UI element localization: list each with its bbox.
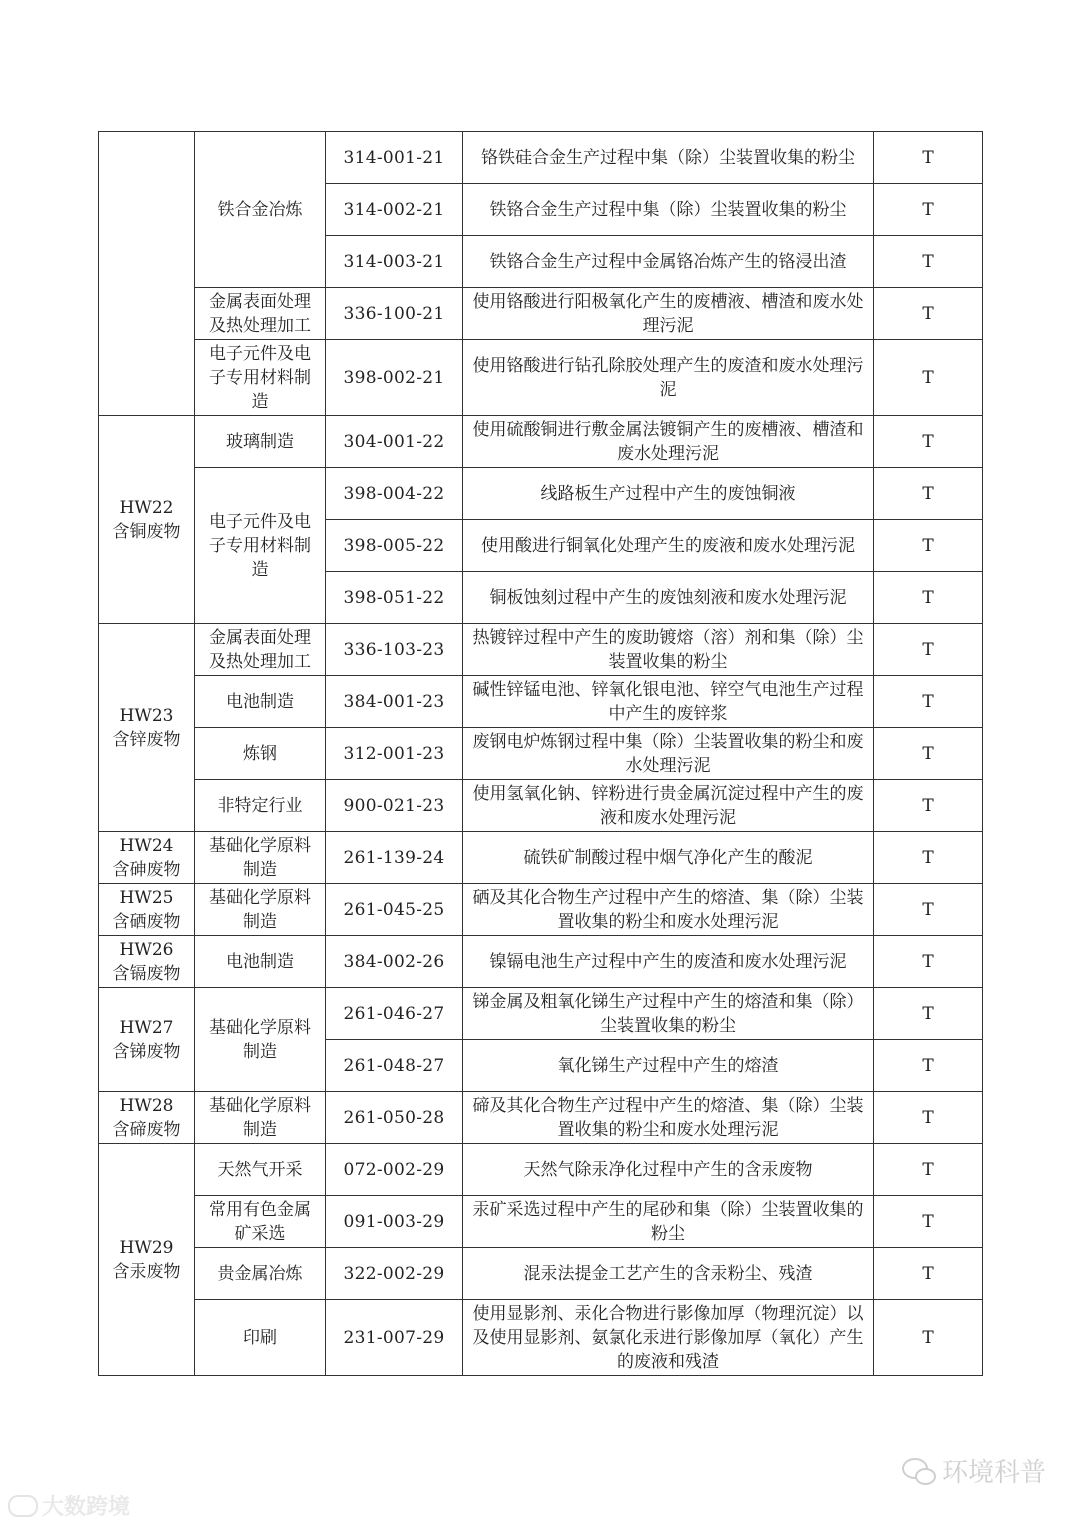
hazard-property: T bbox=[874, 236, 983, 288]
industry-cell: 基础化学原料制造 bbox=[195, 1092, 326, 1144]
category-name: 含砷废物 bbox=[112, 859, 181, 880]
waste-description: 碱性锌锰电池、锌氧化银电池、锌空气电池生产过程中产生的废锌浆 bbox=[463, 676, 874, 728]
waste-description: 使用显影剂、汞化合物进行影像加厚（物理沉淀）以及使用显影剂、氨氯化汞进行影像加厚（氧化）产生的废液和残渣 bbox=[463, 1300, 874, 1376]
hazard-property: T bbox=[874, 988, 983, 1040]
category-code: HW22 bbox=[119, 497, 174, 518]
waste-code: 336-103-23 bbox=[326, 624, 463, 676]
waste-code: 336-100-21 bbox=[326, 288, 463, 340]
waste-code: 261-048-27 bbox=[326, 1040, 463, 1092]
watermark-left-text: 大数跨境 bbox=[42, 1495, 131, 1520]
waste-description: 氧化锑生产过程中产生的熔渣 bbox=[463, 1040, 874, 1092]
table-row bbox=[99, 1144, 983, 1196]
wechat-icon bbox=[902, 1458, 936, 1484]
hazard-property: T bbox=[874, 936, 983, 988]
waste-code: 398-005-22 bbox=[326, 520, 463, 572]
industry-cell: 铁合金冶炼 bbox=[195, 132, 326, 288]
waste-description: 使用硫酸铜进行敷金属法镀铜产生的废槽液、槽渣和废水处理污泥 bbox=[463, 416, 874, 468]
category-name: 含碲废物 bbox=[112, 1119, 181, 1140]
table-row bbox=[99, 676, 983, 728]
waste-description: 线路板生产过程中产生的废蚀铜液 bbox=[463, 468, 874, 520]
watermark-right bbox=[902, 1452, 1046, 1489]
waste-description: 废钢电炉炼钢过程中集（除）尘装置收集的粉尘和废水处理污泥 bbox=[463, 728, 874, 780]
category-name: 含铜废物 bbox=[112, 521, 181, 542]
waste-code: 231-007-29 bbox=[326, 1300, 463, 1376]
watermark-left bbox=[8, 1490, 130, 1521]
industry-cell: 玻璃制造 bbox=[195, 416, 326, 468]
waste-description: 汞矿采选过程中产生的尾砂和集（除）尘装置收集的粉尘 bbox=[463, 1196, 874, 1248]
waste-description: 使用铬酸进行阳极氧化产生的废槽液、槽渣和废水处理污泥 bbox=[463, 288, 874, 340]
category-cell-hw24 bbox=[99, 832, 195, 884]
waste-code: 072-002-29 bbox=[326, 1144, 463, 1196]
waste-description: 使用铬酸进行钻孔除胶处理产生的废渣和废水处理污泥 bbox=[463, 340, 874, 416]
brand-logo-icon bbox=[8, 1495, 38, 1517]
category-cell-hw27 bbox=[99, 988, 195, 1092]
hazard-property: T bbox=[874, 288, 983, 340]
table-row bbox=[99, 728, 983, 780]
waste-code: 900-021-23 bbox=[326, 780, 463, 832]
waste-code: 322-002-29 bbox=[326, 1248, 463, 1300]
waste-code: 304-001-22 bbox=[326, 416, 463, 468]
waste-code: 314-001-21 bbox=[326, 132, 463, 184]
industry-cell: 基础化学原料制造 bbox=[195, 832, 326, 884]
industry-cell: 金属表面处理及热处理加工 bbox=[195, 624, 326, 676]
industry-cell: 电池制造 bbox=[195, 936, 326, 988]
waste-code: 398-004-22 bbox=[326, 468, 463, 520]
waste-description: 碲及其化合物生产过程中产生的熔渣、集（除）尘装置收集的粉尘和废水处理污泥 bbox=[463, 1092, 874, 1144]
waste-description: 天然气除汞净化过程中产生的含汞废物 bbox=[463, 1144, 874, 1196]
waste-description: 混汞法提金工艺产生的含汞粉尘、残渣 bbox=[463, 1248, 874, 1300]
hazard-property: T bbox=[874, 520, 983, 572]
hazard-property: T bbox=[874, 572, 983, 624]
hazard-property: T bbox=[874, 416, 983, 468]
industry-cell: 电子元件及电子专用材料制造 bbox=[195, 468, 326, 624]
waste-code: 314-002-21 bbox=[326, 184, 463, 236]
table-row bbox=[99, 988, 983, 1040]
category-cell-continued bbox=[99, 132, 195, 416]
waste-code: 261-046-27 bbox=[326, 988, 463, 1040]
hazard-property: T bbox=[874, 1144, 983, 1196]
hazard-property: T bbox=[874, 184, 983, 236]
industry-cell: 贵金属冶炼 bbox=[195, 1248, 326, 1300]
category-name: 含硒废物 bbox=[112, 911, 181, 932]
table-row bbox=[99, 132, 983, 184]
table-row bbox=[99, 884, 983, 936]
table-row bbox=[99, 832, 983, 884]
industry-cell: 印刷 bbox=[195, 1300, 326, 1376]
category-code: HW28 bbox=[119, 1095, 174, 1116]
industry-cell: 天然气开采 bbox=[195, 1144, 326, 1196]
category-code: HW24 bbox=[119, 835, 174, 856]
category-name: 含汞废物 bbox=[112, 1261, 181, 1282]
waste-description: 铬铁硅合金生产过程中集（除）尘装置收集的粉尘 bbox=[463, 132, 874, 184]
hazard-property: T bbox=[874, 132, 983, 184]
waste-description: 锑金属及粗氧化锑生产过程中产生的熔渣和集（除）尘装置收集的粉尘 bbox=[463, 988, 874, 1040]
waste-code: 384-001-23 bbox=[326, 676, 463, 728]
hazard-property: T bbox=[874, 884, 983, 936]
category-code: HW29 bbox=[119, 1237, 174, 1258]
hazard-property: T bbox=[874, 1040, 983, 1092]
hazard-property: T bbox=[874, 1248, 983, 1300]
hazardous-waste-table bbox=[98, 131, 983, 1376]
waste-code: 261-139-24 bbox=[326, 832, 463, 884]
category-cell-hw22 bbox=[99, 416, 195, 624]
hazard-property: T bbox=[874, 832, 983, 884]
waste-description: 硒及其化合物生产过程中产生的熔渣、集（除）尘装置收集的粉尘和废水处理污泥 bbox=[463, 884, 874, 936]
category-name: 含锑废物 bbox=[112, 1041, 181, 1062]
waste-code: 312-001-23 bbox=[326, 728, 463, 780]
table-row bbox=[99, 416, 983, 468]
waste-code: 261-045-25 bbox=[326, 884, 463, 936]
industry-cell: 基础化学原料制造 bbox=[195, 988, 326, 1092]
category-cell-hw29 bbox=[99, 1144, 195, 1376]
waste-description: 铜板蚀刻过程中产生的废蚀刻液和废水处理污泥 bbox=[463, 572, 874, 624]
category-cell-hw25 bbox=[99, 884, 195, 936]
watermark-right-text: 环境科普 bbox=[941, 1458, 1046, 1488]
table-row bbox=[99, 1196, 983, 1248]
table-row bbox=[99, 468, 983, 520]
waste-code: 091-003-29 bbox=[326, 1196, 463, 1248]
table-row bbox=[99, 936, 983, 988]
category-cell-hw26 bbox=[99, 936, 195, 988]
category-code: HW23 bbox=[119, 705, 174, 726]
industry-cell: 金属表面处理及热处理加工 bbox=[195, 288, 326, 340]
waste-description: 铁铬合金生产过程中金属铬冶炼产生的铬浸出渣 bbox=[463, 236, 874, 288]
hazard-property: T bbox=[874, 1092, 983, 1144]
table-row bbox=[99, 1248, 983, 1300]
hazard-property: T bbox=[874, 676, 983, 728]
table-row bbox=[99, 1092, 983, 1144]
hazard-property: T bbox=[874, 624, 983, 676]
table-row bbox=[99, 624, 983, 676]
hazard-property: T bbox=[874, 1300, 983, 1376]
waste-code: 261-050-28 bbox=[326, 1092, 463, 1144]
category-code: HW25 bbox=[119, 887, 174, 908]
category-cell-hw23 bbox=[99, 624, 195, 832]
hazard-property: T bbox=[874, 728, 983, 780]
category-code: HW26 bbox=[119, 939, 174, 960]
waste-code: 398-051-22 bbox=[326, 572, 463, 624]
industry-cell: 基础化学原料制造 bbox=[195, 884, 326, 936]
table-row bbox=[99, 1300, 983, 1376]
table-row bbox=[99, 780, 983, 832]
waste-description: 使用酸进行铜氧化处理产生的废液和废水处理污泥 bbox=[463, 520, 874, 572]
category-name: 含锌废物 bbox=[112, 729, 181, 750]
waste-description: 铁铬合金生产过程中集（除）尘装置收集的粉尘 bbox=[463, 184, 874, 236]
waste-description: 镍镉电池生产过程中产生的废渣和废水处理污泥 bbox=[463, 936, 874, 988]
hazard-property: T bbox=[874, 780, 983, 832]
category-code: HW27 bbox=[119, 1017, 174, 1038]
industry-cell: 电池制造 bbox=[195, 676, 326, 728]
industry-cell: 非特定行业 bbox=[195, 780, 326, 832]
waste-description: 硫铁矿制酸过程中烟气净化产生的酸泥 bbox=[463, 832, 874, 884]
table-row bbox=[99, 288, 983, 340]
hazard-property: T bbox=[874, 340, 983, 416]
waste-code: 314-003-21 bbox=[326, 236, 463, 288]
waste-code: 398-002-21 bbox=[326, 340, 463, 416]
industry-cell: 电子元件及电子专用材料制造 bbox=[195, 340, 326, 416]
category-cell-hw28 bbox=[99, 1092, 195, 1144]
table-row bbox=[99, 340, 983, 416]
industry-cell: 炼钢 bbox=[195, 728, 326, 780]
waste-description: 使用氢氧化钠、锌粉进行贵金属沉淀过程中产生的废液和废水处理污泥 bbox=[463, 780, 874, 832]
waste-description: 热镀锌过程中产生的废助镀熔（溶）剂和集（除）尘装置收集的粉尘 bbox=[463, 624, 874, 676]
waste-code: 384-002-26 bbox=[326, 936, 463, 988]
industry-cell: 常用有色金属矿采选 bbox=[195, 1196, 326, 1248]
hazard-property: T bbox=[874, 1196, 983, 1248]
category-name: 含镉废物 bbox=[112, 963, 181, 984]
hazard-property: T bbox=[874, 468, 983, 520]
